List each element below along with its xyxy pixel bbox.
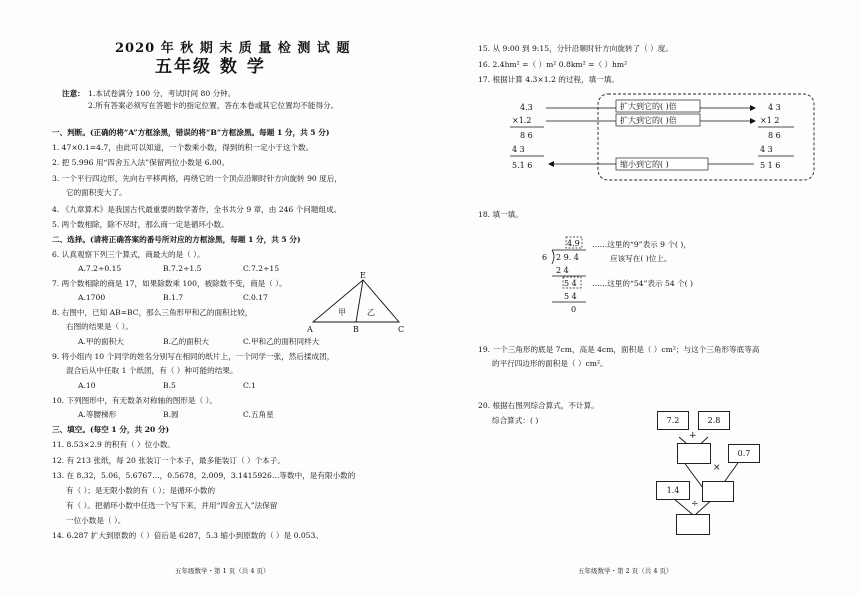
q20-plus-sign: + <box>689 431 697 441</box>
q17-label-1: 扩大到它的( )倍 <box>620 102 677 111</box>
section-3-heading: 三、填空。(每空 1 分，共 20 分) <box>52 425 170 434</box>
question-3-line-2: 它的面积变大了。 <box>66 188 127 197</box>
q7-option-a: A.1700 <box>78 293 106 302</box>
q18-step-1: 2 4 <box>556 266 569 275</box>
q9-option-a: A.10 <box>78 381 96 390</box>
question-10: 10. 下列图形中，有无数条对称轴的图形是（ ）。 <box>52 396 217 405</box>
notice-1: 1.本试卷满分 100 分，考试时间 80 分钟。 <box>88 89 236 98</box>
q17-right-row-5: 5 1 6 <box>760 161 781 170</box>
q8-option-b: B.乙的面积大 <box>163 337 209 346</box>
notice-label: 注意： <box>62 89 85 98</box>
exam-subject: 五年级 数 学 <box>155 57 266 77</box>
question-14: 14. 6.287 扩大到原数的（ ）倍后是 6287，5.3 缩小到原数的（ ）是 0.053。 <box>52 531 323 540</box>
q18-step-2: 5 4 <box>564 279 577 288</box>
q17-left-row-5: 5.1 6 <box>512 161 533 170</box>
q20-box-7-2: 7.2 <box>657 411 689 430</box>
q9-option-b: B.5 <box>163 381 176 390</box>
q10-option-b: B.圆 <box>163 410 179 419</box>
q20-divide-sign: ÷ <box>691 499 699 509</box>
q18-quotient: 4.9 <box>567 239 580 248</box>
q17-multiplication-diagram <box>510 92 830 184</box>
q18-dividend: 2 9. 4 <box>556 253 579 262</box>
section-2-heading: 二、选择。(请将正确答案的番号所对应的方框涂黑，每题 1 分，共 5 分) <box>52 235 301 244</box>
question-2: 2. 把 5.996 用“四舍五入法”保留两位小数是 6.00。 <box>52 158 230 167</box>
q8-option-a: A.甲的面积大 <box>78 337 124 346</box>
q7-option-c: C.0.17 <box>243 293 268 302</box>
q17-right-row-1: 4 3 <box>768 103 781 112</box>
q17-right-row-3: 8 6 <box>768 131 781 140</box>
triangle-figure <box>305 270 415 332</box>
q17-left-row-4: 4 3 <box>512 145 525 154</box>
q10-option-c: C.五角星 <box>243 410 274 419</box>
triangle-label-a: A <box>307 325 313 334</box>
question-5: 5. 两个数相除，除不尽时，那么商一定是循环小数。 <box>52 220 229 229</box>
q17-right-row-4: 4 3 <box>760 145 773 154</box>
q20-box-1-4: 1.4 <box>656 481 690 500</box>
left-page-footer: 五年级数学・第 1 页（共 4 页） <box>175 567 270 575</box>
q17-left-row-1: 4.3 <box>520 103 533 112</box>
notice-2: 2.所有答案必须写在答题卡的指定位置，答在本卷或其它位置均不能得分。 <box>88 101 339 110</box>
question-9-line-2: 混合后从中任取 1 个纸团，有（ ）种可能的结果。 <box>66 366 238 375</box>
q17-right-row-2: ×1 2 <box>760 116 780 125</box>
q18-divisor: 6 <box>542 253 548 262</box>
question-12: 12. 有 213 张纸，每 20 张装订一个本子，最多能装订（ ）个本子。 <box>52 456 285 465</box>
q20-box-2-8: 2.8 <box>698 411 730 430</box>
question-6: 6. 认真观察下列三个算式，商最大的是（ ）。 <box>52 250 205 259</box>
triangle-label-e: E <box>360 271 366 280</box>
question-3-line-1: 3. 一个平行四边形，先向右平移两格，再绕它的一个顶点沿顺时针方向旋转 90 度后， <box>52 174 342 183</box>
question-9-line-1: 9. 将小组内 10 个同学的姓名分别写在相同的纸片上，一个同学一张，然后揉成团， <box>52 352 335 361</box>
q17-label-2: 扩大到它的( )倍 <box>620 116 677 125</box>
triangle-label-yi: 乙 <box>367 308 375 317</box>
q17-left-row-2: ×1.2 <box>512 116 532 125</box>
q20-box-result <box>676 514 710 535</box>
question-13-line-4: 一位小数是（ ）。 <box>66 516 126 525</box>
q20-times-sign: × <box>713 463 721 473</box>
right-page-footer: 五年级数学・第 2 页（共 4 页） <box>578 567 673 575</box>
q6-option-b: B.7.2÷1.5 <box>163 264 202 273</box>
question-16: 16. 2.4hm² =（ ）m² 0.8km² =（ ）hm² <box>478 60 628 69</box>
question-8-line-1: 8. 右图中，已知 AB=BC，那么三角形甲和乙的面积比较， <box>52 308 253 317</box>
exam-title: 2020 年 秋 期 末 质 量 检 测 试 题 <box>115 41 351 56</box>
q18-remainder: 0 <box>571 305 577 314</box>
question-8-line-2: 右图的结果是（ ）。 <box>66 322 133 331</box>
question-19-line-1: 19. 一个三角形的底是 7cm，高是 4cm，面积是（ ）cm²；与这个三角形等底等高 <box>478 345 760 354</box>
triangle-label-jia: 甲 <box>338 308 346 317</box>
question-20-line-2: 综合算式：( ) <box>492 416 539 425</box>
question-13-line-1: 13. 在 8.32，5.06，5.6767…，0.5678，2.009，3.1415926…等数中，是有限小数的 <box>52 471 356 480</box>
question-18: 18. 填一填。 <box>478 210 523 219</box>
question-7: 7. 两个数相除的商是 17，如果除数乘 100，被除数不变，商是（ ）。 <box>52 279 287 288</box>
q18-note-3: ……这里的“54”表示 54 个( ) <box>592 279 694 288</box>
q6-option-c: C.7.2÷15 <box>243 264 280 273</box>
question-4: 4. 《九章算术》是我国古代最重要的数学著作，全书共分 9 章，由 246 个问题组成。 <box>52 205 342 214</box>
q20-box-sum <box>677 443 711 464</box>
question-13-line-2: 有（ ）；是无限小数的有（ ）；是循环小数的 <box>66 486 216 495</box>
q18-note-1: ……这里的“9”表示 9 个( )， <box>592 240 691 249</box>
question-20-line-1: 20. 根据右图列综合算式，不计算。 <box>478 401 599 410</box>
q18-step-3: 5 4 <box>564 292 577 301</box>
q17-left-row-3: 8 6 <box>520 131 533 140</box>
q20-box-product <box>702 481 734 502</box>
triangle-label-b: B <box>353 325 359 334</box>
question-13-line-3: 有（ ）。把循环小数中任选一个写下来，并用“四舍五入”法保留 <box>66 501 278 510</box>
right-page <box>430 0 860 595</box>
question-15: 15. 从 9:00 到 9:15，分针沿顺时针方向旋转了（ ）度。 <box>478 44 673 53</box>
question-11: 11. 8.53×2.9 的积有（ ）位小数。 <box>52 440 176 449</box>
q10-option-a: A.等腰梯形 <box>78 410 117 419</box>
q6-option-a: A.7.2÷0.15 <box>78 264 122 273</box>
triangle-label-c: C <box>398 325 405 334</box>
question-19-line-2: 的平行四边形的面积是（ ）cm²。 <box>492 359 608 368</box>
q9-option-c: C.1 <box>243 381 256 390</box>
q7-option-b: B.1.7 <box>163 293 184 302</box>
q18-note-2: 应该写在( )位上。 <box>610 254 672 263</box>
q20-box-0-7: 0.7 <box>728 444 760 463</box>
question-1: 1. 47×0.1=4.7，由此可以知道，一个数乘小数，得到的积一定小于这个数。 <box>52 143 314 152</box>
q17-label-3: 缩小到它的( ) <box>620 160 669 169</box>
section-1-heading: 一、判断。(正确的将“A”方框涂黑，错误的将“B”方框涂黑。每题 1 分，共 5 分) <box>52 128 330 137</box>
question-17: 17. 根据计算 4.3×1.2 的过程，填一填。 <box>478 75 619 84</box>
q8-option-c: C.甲和乙的面积同样大 <box>243 337 320 346</box>
